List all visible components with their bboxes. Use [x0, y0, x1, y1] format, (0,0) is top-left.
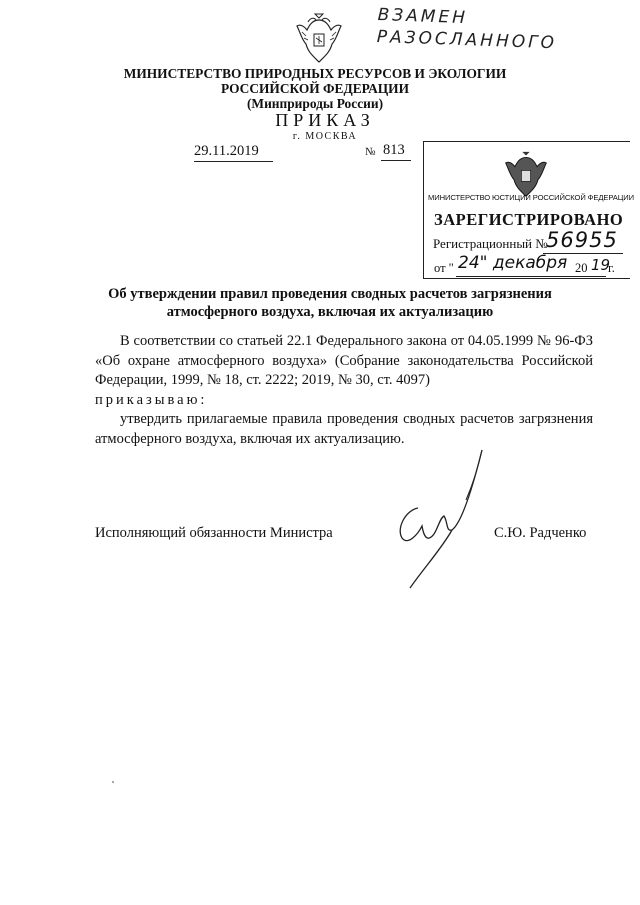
heading-line2: атмосферного воздуха, включая их актуализацию	[166, 304, 494, 320]
stamp-registered: ЗАРЕГИСТРИРОВАНО	[434, 210, 624, 229]
resolution-paragraph: утвердить прилагаемые правила проведения сводных расчетов загрязнения атмосферного воздуха, включая их актуализацию.	[95, 411, 593, 447]
preamble-paragraph: В соответствии со статьей 22.1 Федерального закона от 04.05.1999 № 96-ФЗ «Об охране атмосферного воздуха» (Собрание законодательства Российской Федерации, 1999, № 18, ст. 2222; 2019, № 30, ст. 4097)	[95, 333, 593, 388]
city: г. МОСКВА	[292, 131, 358, 142]
stamp-from-label: от "	[434, 261, 454, 275]
order-title: ПРИКАЗ	[275, 110, 375, 130]
handwritten-note	[376, 4, 577, 55]
stamp-date-underline	[456, 276, 606, 277]
heading-line1: Об утверждении правил проведения сводных расчетов загрязнения	[108, 286, 552, 302]
order-number: 813	[381, 142, 411, 161]
order-date: 29.11.2019	[194, 143, 273, 162]
ministry-line1: МИНИСТЕРСТВО ПРИРОДНЫХ РЕСУРСОВ И ЭКОЛОГИИ	[123, 66, 507, 81]
ministry-short: (Минприроды России)	[246, 96, 384, 111]
stamp-ministry: МИНИСТЕРСТВО ЮСТИЦИИ РОССИЙСКОЙ ФЕДЕРАЦИИ	[428, 193, 634, 202]
handwritten-signature	[388, 438, 488, 598]
scan-speck	[112, 781, 114, 783]
signer-title: Исполняющий обязанности Министра	[95, 525, 333, 541]
signer-name: С.Ю. Радченко	[494, 525, 587, 541]
document-heading	[100, 285, 560, 321]
handwritten-note-line1: ВЗАМЕН	[377, 4, 469, 29]
ministry-header	[120, 66, 510, 111]
handwritten-note-line2: РАЗОСЛАННОГО	[376, 26, 558, 54]
stamp-year-handwritten: 19	[591, 256, 611, 274]
order-word: приказываю:	[95, 391, 208, 408]
order-number-label: №	[365, 146, 376, 158]
coat-of-arms-icon	[296, 12, 342, 66]
ministry-line2: РОССИЙСКОЙ ФЕДЕРАЦИИ	[220, 81, 410, 96]
stamp-reg-number: 56955	[546, 228, 618, 252]
document-body	[95, 332, 593, 449]
stamp-year-suffix: г.	[608, 261, 615, 275]
stamp-year-prefix: 20	[575, 261, 588, 275]
stamp-date-handwritten: 24" декабря	[458, 253, 568, 273]
stamp-reg-label: Регистрационный №	[433, 236, 548, 251]
